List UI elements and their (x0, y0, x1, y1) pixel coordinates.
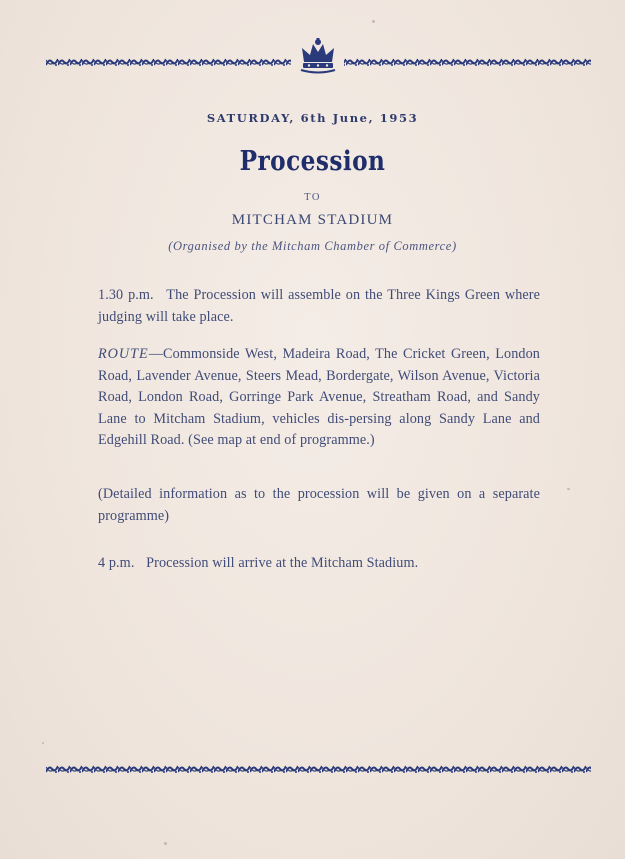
organiser-note: (Organised by the Mitcham Chamber of Commerce) (168, 239, 457, 253)
assembly-time: 1.30 p.m. (98, 287, 154, 303)
arrival-paragraph (98, 553, 540, 575)
assembly-text: The Procession will assemble on the Three Kings Green where judging will take place. (98, 287, 541, 325)
route-text: —Commonside West, Madeira Road, The Cricket Green, London Road, Lavender Avenue, Steers Mead, Bordergate, Wilson Avenue, Victoria Road, London Road, Gorringe Park Avenue, Streatham Road, and Sandy Lane to Mitcham Stadium, vehicles dis-persing along Sandy Lane and Edgehill Road. (See map at end of programme.) (98, 346, 540, 448)
route-paragraph (98, 344, 540, 452)
to-label: TO (304, 192, 321, 203)
arrival-time: 4 p.m. (98, 555, 135, 571)
page-title: Procession (239, 146, 386, 177)
assembly-paragraph (98, 285, 540, 328)
bottom-ornamental-border (46, 763, 591, 775)
detail-note-paragraph (98, 484, 540, 527)
event-date: SATURDAY, 6th June, 1953 (206, 111, 419, 125)
paper-speck (164, 842, 167, 845)
paper-speck (372, 20, 375, 23)
detail-note-text: (Detailed information as to the procession will be given on a separate programme) (98, 486, 540, 524)
arrival-text: Procession will arrive at the Mitcham Stadium. (146, 555, 419, 571)
venue-name: MITCHAM STADIUM (231, 212, 394, 228)
paper-speck (42, 742, 44, 744)
crown-icon (299, 38, 337, 74)
paper-speck (567, 488, 570, 490)
route-label: ROUTE (98, 346, 149, 362)
